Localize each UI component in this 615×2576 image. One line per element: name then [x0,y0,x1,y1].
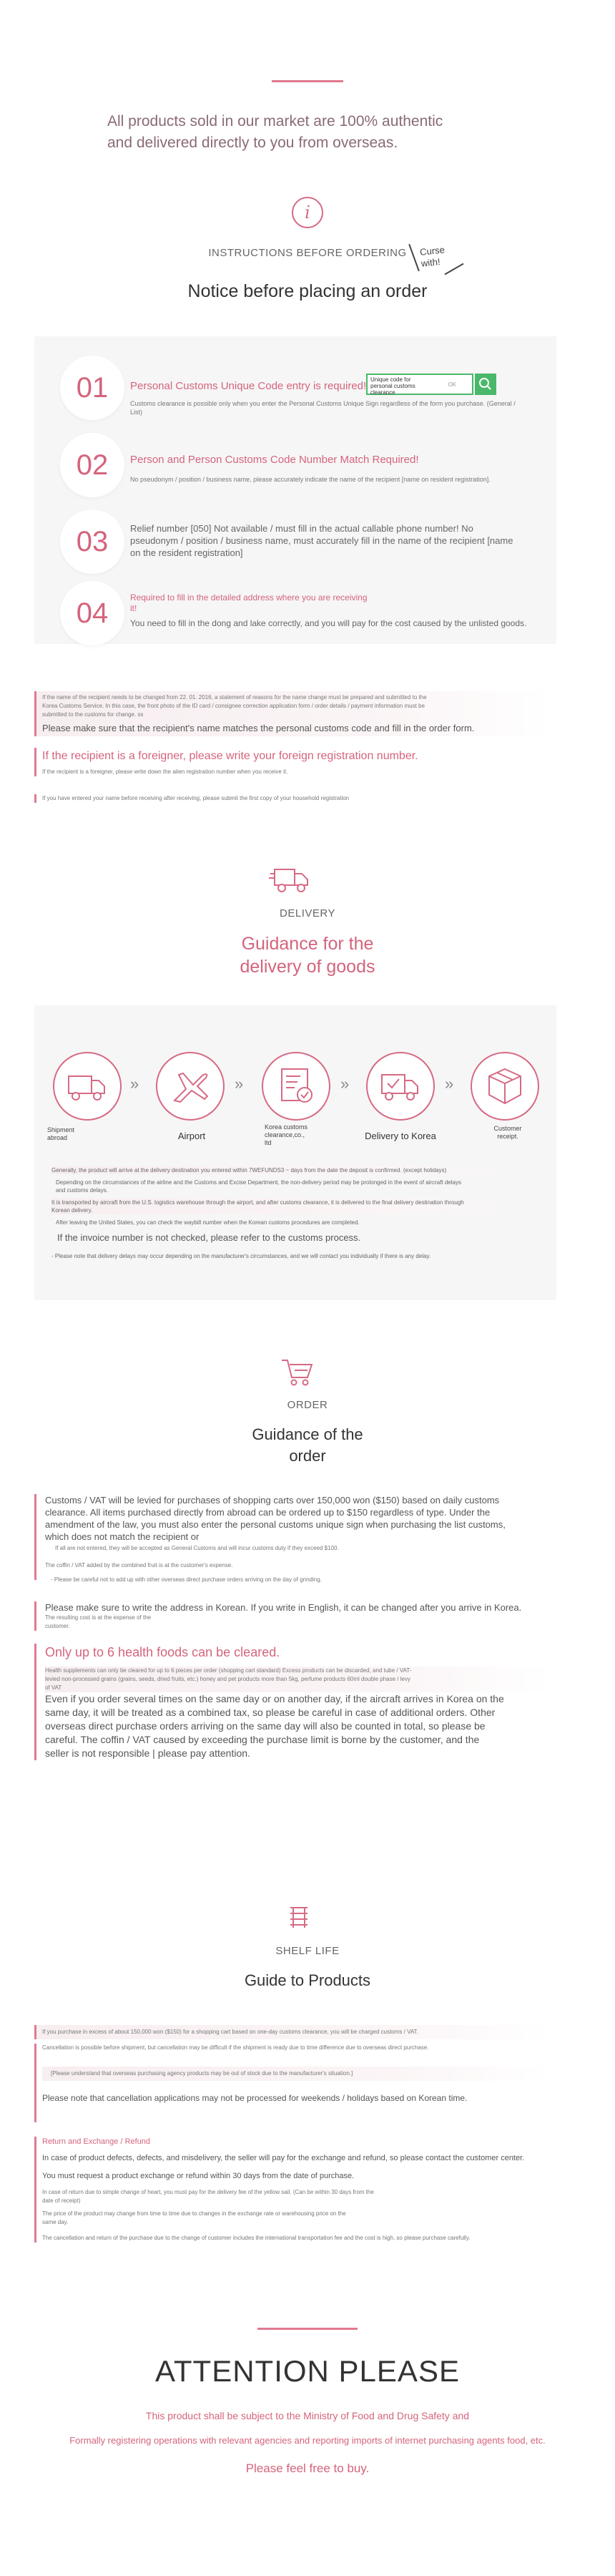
foreigner-note: If the recipient is a foreigner, please write your foreign registration number. If the recipient is a foreigner, please write down the alien registration number when you receive it. [34,748,549,776]
flow-arrow-4: » [445,1075,454,1093]
reentry-note: If you have entered your name before receiving after receiving, please submit the first copy of your household registration [34,794,549,803]
flow-label-customs: Korea customs clearance,co., ltd [265,1123,308,1146]
step-number-01: 01 [60,356,124,420]
step-02-title: Person and Person Customs Code Number Match Required! [130,454,419,466]
flow-label-delivery: Delivery to Korea [365,1131,436,1141]
step-number-02: 02 [60,433,124,497]
step-02-desc: No pseudonym / position / business name, please accurately indicate the name of the recipient [name on resident registration]. [130,476,491,483]
shelf-red-note: If you purchase in excess of about 150,000 won ($150) for a shopping cart based on one-day customs clearance, you will be charged customs / VAT. [34,2025,549,2039]
attention-line-3: Please feel free to buy. [245,2462,370,2475]
delivery-note-3: It is transported by aircraft from the U.S. logistics warehouse through the airport, and after customs clearance, it is delivered to the final delivery destination through Korean delivery. [51,1199,538,1214]
customs-code-field[interactable]: Unique code for personal customs clearance OK [366,374,473,395]
delivery-note-1: Generally, the product will arrive at the delivery destination you entered within 7WEFUNDS3 ~ days from the date the deposit is confirmed. (except holidays) [51,1166,538,1174]
delivery-truck-icon [368,1053,433,1119]
shelf-icon [286,1903,315,1932]
step-04-title: Required to fill in the detailed address where you are receiving it! [130,592,368,613]
name-change-note: If the name of the recipient needs to be changed from 22. 01. 2016, a statement of reasons for the name change must be prepared and submitted to the Korea Customs Service. In this case, the front photo of the ID card / consignee correction application form / order details / payment information must be submitted to the customs for change. ss Please make sure that the recipient's name matches the personal customs code and fill in the order form. [34,691,549,736]
delivery-note-4: After leaving the United States, you can check the waybill number when the Korean customs procedures are completed. [56,1219,360,1226]
package-box-icon [472,1053,538,1119]
shelf-life-label: SHELF LIFE [275,1945,340,1957]
instructions-label: INSTRUCTIONS BEFORE ORDERING [208,247,407,259]
step-number-03: 03 [60,509,124,574]
flow-arrow-2: » [235,1075,244,1093]
flow-step-customs [262,1052,330,1121]
curse-underline [445,263,464,275]
step-number-04: 04 [60,581,124,645]
flow-label-airport: Airport [177,1131,206,1141]
delivery-title: Guidance for the delivery of goods [240,934,375,977]
intro-headline: All products sold in our market are 100% authentic and delivered directly to you from overseas. [107,113,443,151]
health-food-block: Only up to 6 health foods can be cleared. Health supplements can only be cleared for up to 6 pieces per order (shopping cart standard) Excess products can be discarded, and tube / VAT- levied non-processed grains (grains, seeds, dried fruits, etc.) honey and pet products more than 5kg, perfume products 60ml double phase / levy of VAT Even if you order several times on the same day or on another day, if the aircraft arrives in Korea on the same day, it will be treated as a combined tax, so please be careful in case of additional orders. Other overseas direct purchase orders arriving on the same day will also be counted in total, so please be careful. The coffin / VAT caused by exceeding the purchase limit is borne by the customer, and the seller is not responsible | please pay attention. [34,1644,549,1760]
step-03-title: Relief number [050] Not available / must fill in the actual callable phone number! No pseudonym / position / business name, must accurately fill in the name of the recipient [name on the resident registration] [130,523,513,558]
korean-address-block: Please make sure to write the address in Korean. If you write in English, it can be changed after you arrive in Korea. The resulting cost is at the expense of the customer. [34,1601,549,1631]
truck-icon [54,1053,120,1119]
step-04-desc: You need to fill in the dong and lake correctly, and you will pay for the cost caused by the unlisted goods. [130,618,527,628]
flow-step-airport [156,1052,225,1121]
attention-line-2: Formally registering operations with relevant agencies and reporting imports of internet purchasing agents food, etc. [69,2435,546,2446]
instructions-title: Notice before placing an order [187,281,428,301]
delivery-note-2: Depending on the circumstances of the airline and the Customs and Excise Department, the non-delivery period may be prolonged in the event of aircraft delays and customs delays. [56,1179,461,1194]
customs-document-icon [263,1053,329,1119]
search-button[interactable] [475,374,496,395]
flow-label-receipt: Customer receipt. [493,1125,522,1140]
truck-icon [269,862,312,897]
return-block: Return and Exchange / Refund In case of product defects, defects, and misdelivery, the seller will pay for the exchange and refund, so please contact the customer center. You must request a product exchange or refund within 30 days from the date of purchase. In case of return due to simple change of heart, you must pay for the delivery fee of the yellow sail. (Can be within 30 days from the date of receipt) The price of the product may change from time to time due to changes in the exchange rate or warehousing price on the same day. The cancellation and return of the purchase due to the change of customer includes the international transportation fee and the cost is high, so please purchase carefully. [34,2137,549,2243]
vat-block: Customs / VAT will be levied for purchases of shopping carts over 150,000 won ($150) based on daily customs clearance. All items purchased directly from abroad can be ordered up to $150 regardless of type. Under the amendment of the law, you must also enter the personal customs unique sign when purchasing the list customs, which does not match the recipient or If all are not entered, they will be accepted as General Customs and will incur customs duty if they exceed $100. The coffin / VAT added by the combined fruit is at the customer's expense. - Please be careful not to add up with other overseas direct purchase orders arriving on the day of grinding. [34,1494,549,1580]
code-ok-label: OK [448,381,456,388]
flow-step-receipt [471,1052,539,1121]
invoice-note: If the invoice number is not checked, please refer to the customs process. [57,1232,361,1243]
attention-title: ATTENTION PLEASE [155,2354,460,2388]
flow-step-shipment [53,1052,122,1121]
top-accent-line [272,80,343,82]
delivery-label: DELIVERY [280,907,335,919]
order-label: ORDER [287,1399,328,1411]
order-title: Guidance of the order [252,1425,363,1465]
shelf-life-title: Guide to Products [244,1971,371,1989]
info-icon: i [292,197,323,228]
attention-line-1: This product shall be subject to the Ministry of Food and Drug Safety and [145,2410,470,2421]
curse-annotation: Curse with! [419,244,446,269]
shopping-cart-icon [279,1356,315,1387]
airplane-icon [157,1053,223,1119]
delay-note: - Please note that delivery delays may occur depending on the manufacturer's circumstances, and we will contact you individually if there is any delay. [51,1253,431,1259]
flow-arrow-1: » [130,1075,139,1093]
attention-accent-line [257,2328,358,2330]
step-01-desc: Customs clearance is possible only when you enter the Personal Customs Unique Sign regardless of the form you purchase. (General / List) [130,400,516,416]
flow-label-shipment: Shipment abroad [47,1126,75,1141]
step-01-title: Personal Customs Unique Code entry is required! [130,380,367,392]
search-icon [475,374,496,395]
flow-arrow-3: » [340,1075,350,1093]
cancel-block: Cancellation is possible before shipment, but cancellation may be difficult if the shipment is ready due to time difference due to overseas direct purchase. [Please understand that overseas purchasing agency products may be out of stock due to the manufacturer's situation.] Please note that cancellation applications may not be processed for weekends / holidays based on Korean time. [34,2044,549,2122]
flow-step-delivery [366,1052,435,1121]
